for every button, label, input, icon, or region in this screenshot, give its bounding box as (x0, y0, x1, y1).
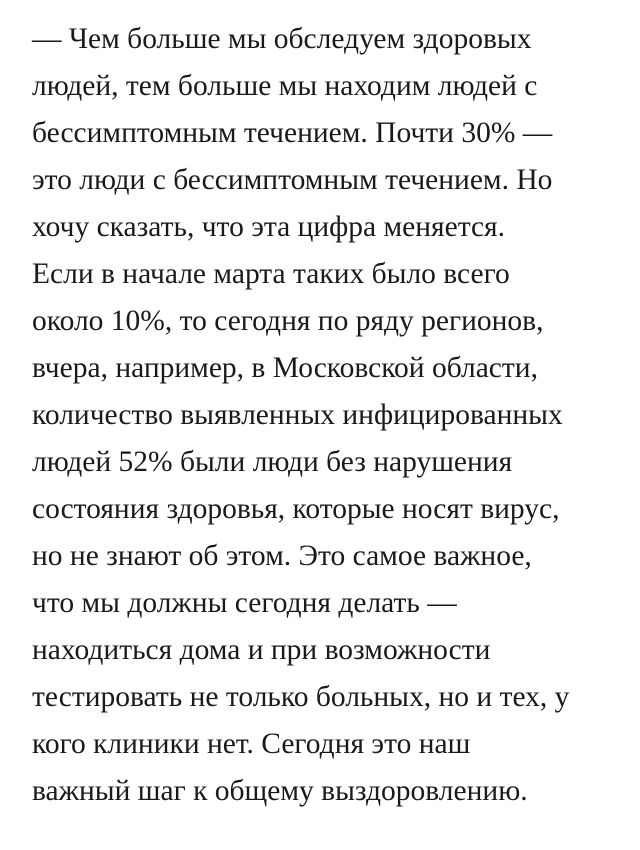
quote-text-block (32, 16, 632, 815)
text-line: это люди с бессимптомным течением. Но (32, 164, 553, 196)
text-line: хочу сказать, что эта цифра меняется. (32, 211, 505, 243)
text-line: важный шаг к общему выздоровлению. (32, 775, 528, 807)
text-line: кого клиники нет. Сегодня это наш (32, 728, 471, 760)
text-line: около 10%, то сегодня по ряду регионов, (32, 305, 544, 337)
text-line: людей 52% были люди без нарушения (32, 446, 513, 478)
text-line: находиться дома и при возможности (32, 634, 491, 666)
text-line: количество выявленных инфицированных (32, 399, 563, 431)
text-line: но не знают об этом. Это самое важное, (32, 540, 532, 572)
text-line: людей, тем больше мы находим людей с (32, 70, 538, 102)
text-line: тестировать не только больных, но и тех, у (32, 681, 570, 713)
text-line: Если в начале марта таких было всего (32, 258, 510, 290)
text-line: вчера, например, в Московской области, (32, 352, 538, 384)
text-line: — Чем больше мы обследуем здоровых (32, 23, 532, 55)
text-line: что мы должны сегодня делать — (32, 587, 457, 619)
text-line: состояния здоровья, которые носят вирус, (32, 493, 560, 525)
text-line: бессимптомным течением. Почти 30% — (32, 117, 553, 149)
